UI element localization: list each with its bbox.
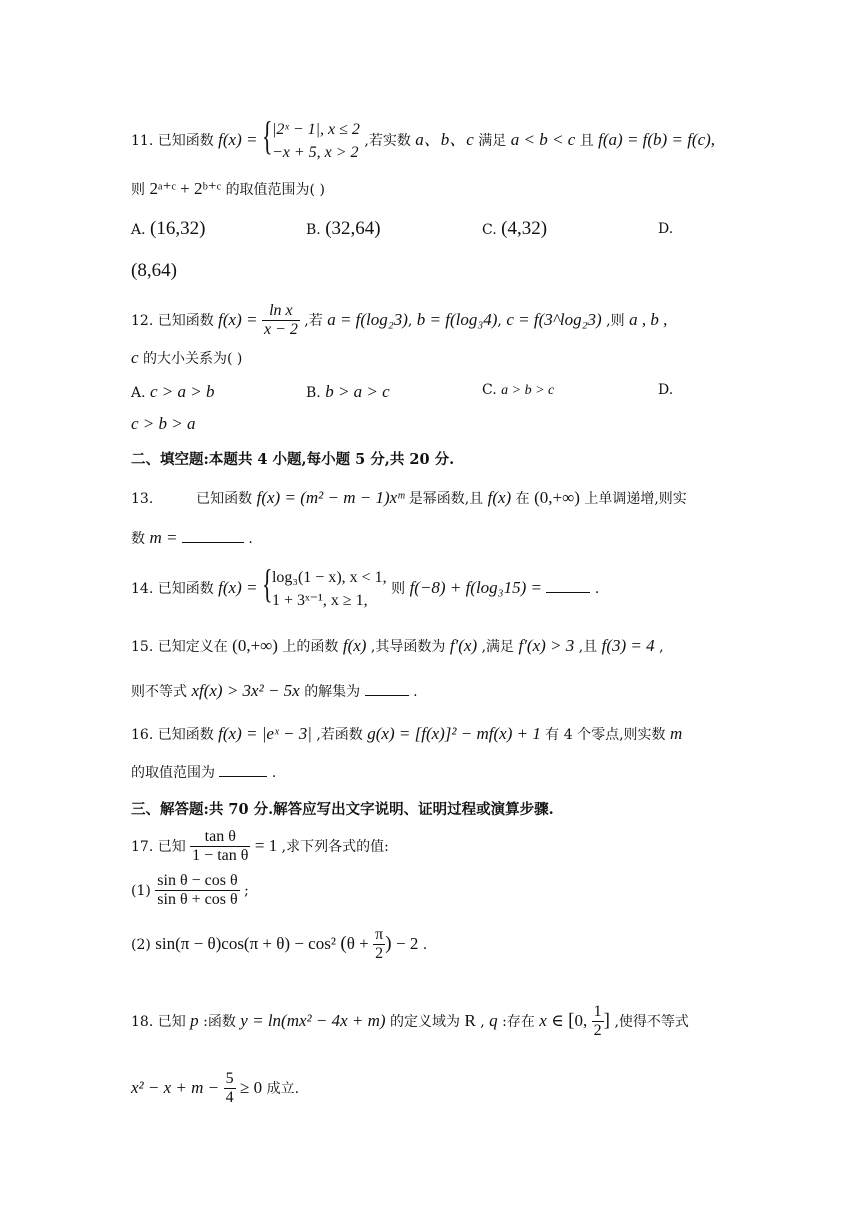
q12-line1: 12. 已知函数 f(x) = $\frac{\text{ln x}}{x - 2}$ ,若 a = f(log₂3), b = f(log₃4), c = f(3^log₂3) ,则 a , b , (131, 302, 668, 339)
q11-option-d-label: D. (658, 221, 674, 237)
q16-line1: 16. 已知函数 f(x) = |eˣ − 3| ,若函数 g(x) = [f(x)]² − mf(x) + 1 有 4 个零点,则实数 m (131, 724, 683, 743)
q13-number: 13. (131, 491, 154, 507)
q11-number: 11. (131, 133, 154, 150)
q17-line1: 17. 已知 $\frac{\text{tan θ}}{\text{1 − tan θ}}$ = 1 ,求下列各式的值: (131, 828, 389, 865)
q18-interval-fraction: $\frac{1}{2}$ (593, 1003, 602, 1040)
q11-piecewise: { |2ˣ − 1|, x ≤ 2 −x + 5, x > 2 (261, 113, 360, 162)
q11-option-a: A. (16,32) (131, 218, 206, 239)
q13-answer-blank[interactable] (182, 542, 244, 543)
q12-fraction: $\frac{\text{ln x}}{x - 2}$ (263, 302, 298, 339)
section-2-heading: 二、填空题:本题共 4 小题,每小题 5 分,共 20 分. (131, 451, 455, 468)
q15-line2: 则不等式 xf(x) > 3x² − 5x 的解集为 . (131, 681, 418, 700)
q14-number: 14. (131, 581, 154, 598)
q17-part1: (1) $\frac{\text{sin θ − cos θ}}{\text{sin θ + cos θ}}$ ; (131, 872, 249, 909)
q11-line1: 11. 已知函数 f(x) = { |2ˣ − 1|, x ≤ 2 −x + 5, x > 2 ,若实数 a、b、c 满足 a < b < c 且 f(a) = f(b) = f(c), (131, 118, 715, 164)
q11-option-c: C. (4,32) (482, 218, 548, 239)
q18-fraction: $\frac{5}{4}$ (225, 1070, 234, 1107)
q18-line2: x² − x + m − $\frac{5}{4}$ ≥ 0 成立. (131, 1070, 300, 1107)
q12-option-d-label: D. (658, 382, 674, 398)
q11-line2: 则 2ᵃ⁺ᶜ + 2ᵇ⁺ᶜ 的取值范围为( ) (131, 179, 325, 198)
q15-number: 15. (131, 639, 154, 655)
q15-line1: 15. 已知定义在 (0,+∞) 上的函数 f(x) ,其导函数为 f′(x) ,满足 f′(x) > 3 ,且 f(3) = 4 , (131, 636, 664, 655)
q17-part2: (2) sin(π − θ)cos(π + θ) − cos² (θ + $\frac{\pi}{2}$ ) − 2 . (131, 926, 428, 963)
q17-number: 17. (131, 838, 154, 855)
q18-number: 18. (131, 1013, 154, 1030)
q14-piecewise: { log₃(1 − x), x < 1, 1 + 3ˣ⁻¹, x ≥ 1, (261, 561, 387, 610)
q15-answer-blank[interactable] (365, 695, 409, 696)
section-3-heading: 三、解答题:共 70 分.解答应写出文字说明、证明过程或演算步骤. (131, 801, 554, 818)
q12-option-a: A. c > a > b (131, 382, 215, 401)
q18-line1: 18. 已知 p :函数 y = ln(mx² − 4x + m) 的定义域为 R , q :存在 x ∈ [0, $\frac{1}{2}$ ] ,使得不等式 (131, 1003, 689, 1040)
q12-number: 12. (131, 312, 154, 329)
q17-fraction: $\frac{\text{tan θ}}{\text{1 − tan θ}}$ (192, 828, 249, 865)
q16-line2: 的取值范围为 . (131, 765, 277, 781)
q16-answer-blank[interactable] (219, 776, 267, 777)
q12-option-b: B. b > a > c (306, 382, 390, 401)
q17-part1-fraction: $\frac{\text{sin θ − cos θ}}{\text{sin θ + cos θ}}$ (157, 872, 238, 909)
q17-part2-fraction: $\frac{\pi}{2}$ (375, 926, 384, 963)
q14-line: 14. 已知函数 f(x) = { log₃(1 − x), x < 1, 1 + 3ˣ⁻¹, x ≥ 1, 则 f(−8) + f(log₃15) = . (131, 566, 599, 612)
q13-line1: 13. 已知函数 f(x) = (m² − m − 1)xᵐ 是幂函数,且 f(x) 在 (0,+∞) 上单调递增,则实 (131, 488, 687, 507)
q13-line2: 数 m = . (131, 528, 253, 547)
q12-line2: c 的大小关系为( ) (131, 348, 243, 367)
q16-number: 16. (131, 727, 154, 743)
q11-option-b: B. (32,64) (306, 218, 381, 239)
q14-answer-blank[interactable] (546, 592, 590, 593)
q11-option-d-value: (8,64) (131, 260, 177, 281)
q12-option-c: C. a > b > c (482, 382, 555, 398)
q12-option-d-value: c > b > a (131, 414, 196, 433)
